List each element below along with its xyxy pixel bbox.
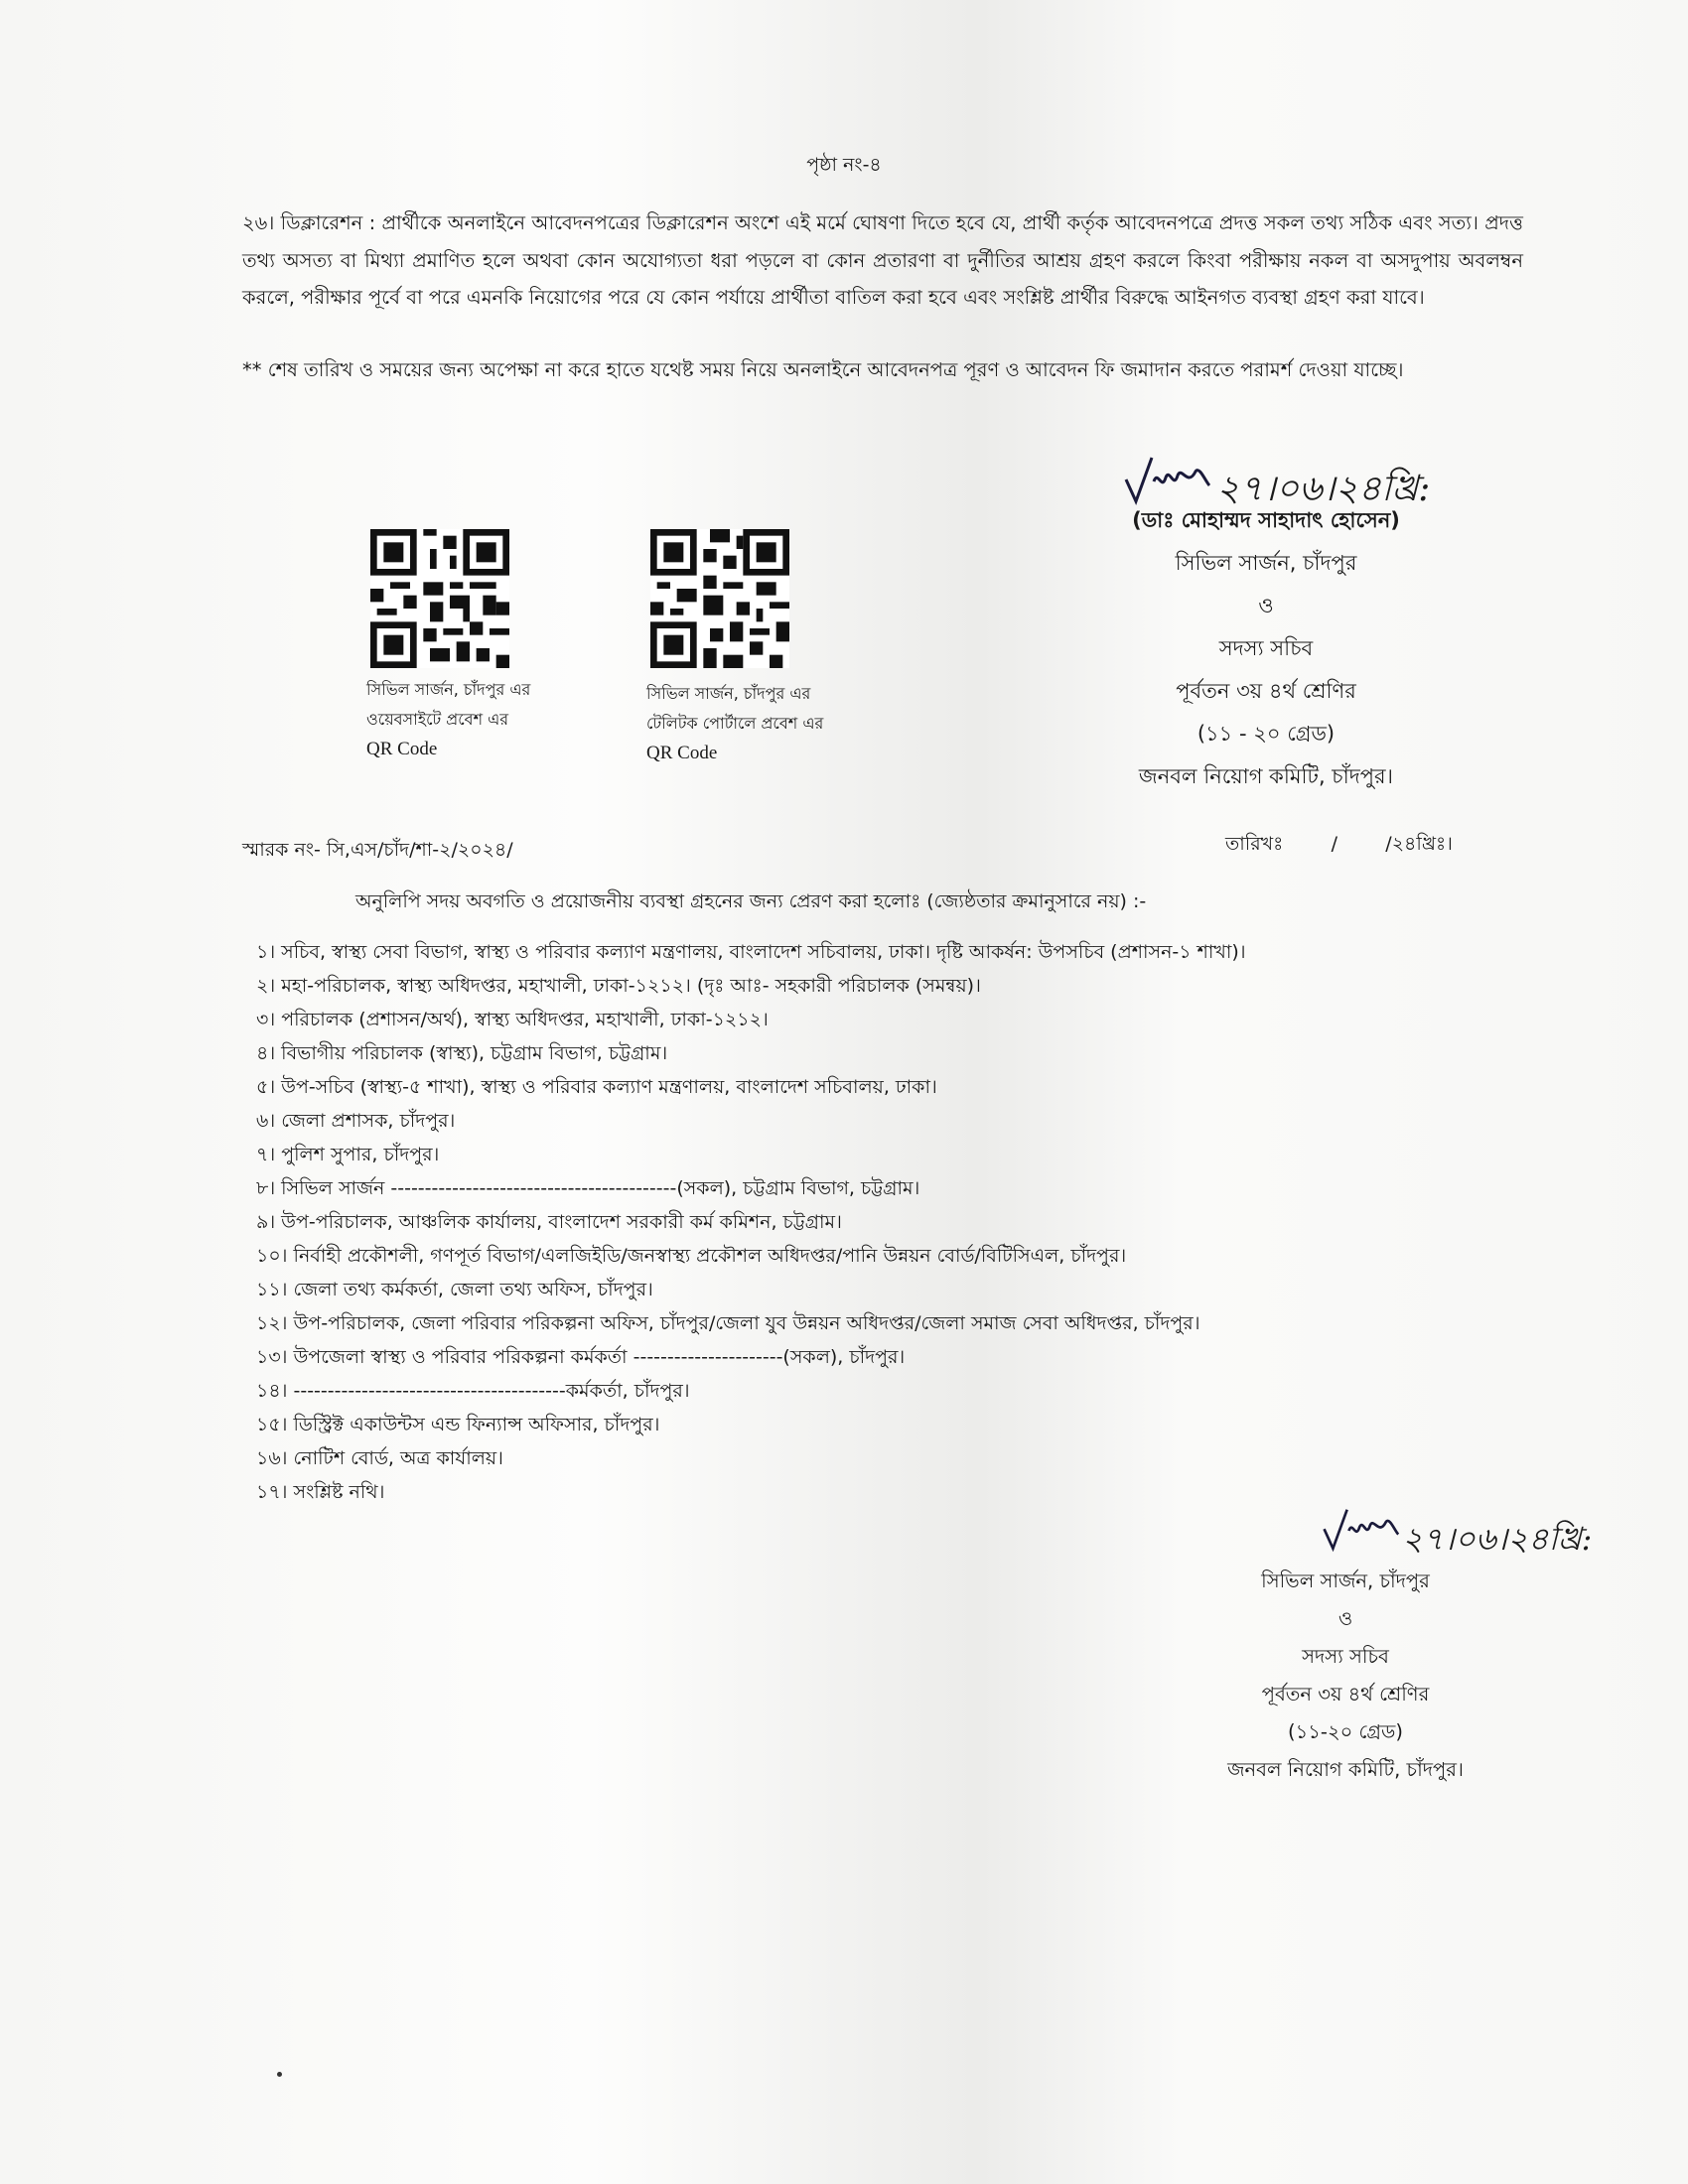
qr-caption-teletalk: [646, 679, 823, 768]
memo-reference: স্মারক নং- সি,এস/চাঁদ/শা-২/২০২৪/: [242, 839, 513, 861]
qr-caption-website: [366, 675, 530, 764]
qr-caption-line: ওয়েবসাইটে প্রবেশ এর: [366, 710, 509, 729]
signature-bottom-text: [1196, 1563, 1494, 1789]
signatory-designation: সিভিল সার্জন, চাঁদপুর: [1175, 551, 1357, 575]
copy-intro: অনুলিপি সদয় অবগতি ও প্রয়োজনীয় ব্যবস্থা গ্রহনের জন্য প্রেরণ করা হলোঃ (জ্যেষ্ঠতার ক্রমানুসারে নয়) :-: [355, 890, 1147, 912]
signatory-grade: (১১-২০ গ্রেড): [1288, 1720, 1403, 1743]
qr-caption-line: সিভিল সার্জন, চাঁদপুর এর: [366, 680, 531, 699]
qr-code-icon: [650, 529, 789, 668]
signatory-name: (ডাঃ মোহাম্মদ সাহাদাৎ হোসেন): [1132, 508, 1400, 532]
list-item: ১৪। ----------------------------------------কর্মকর্তা, চাঁদপুর।: [256, 1380, 690, 1402]
signatory-designation: সিভিল সার্জন, চাঁদপুর: [1261, 1570, 1430, 1592]
signatory-conjunction: ও: [1258, 594, 1274, 617]
list-item: ৪। বিভাগীয় পরিচালক (স্বাস্থ্য), চট্টগ্রাম বিভাগ, চট্টগ্রাম।: [256, 1042, 668, 1064]
page-number: পৃষ্ঠা নং-৪: [806, 154, 882, 176]
list-item: ১৭। সংশ্লিষ্ট নথি।: [256, 1481, 385, 1503]
list-item: ১৩। উপজেলা স্বাস্থ্য ও পরিবার পরিকল্পনা কর্মকর্তা ----------------------(সকল), চাঁদপুর।: [256, 1346, 906, 1368]
memo-date: তারিখঃ / /২৪খ্রিঃ।: [1225, 833, 1453, 855]
qr-code-icon: [370, 529, 509, 668]
signatory-committee: জনবল নিয়োগ কমিটি, চাঁদপুর।: [1138, 764, 1394, 788]
list-item: ২। মহা-পরিচালক, স্বাস্থ্য অধিদপ্তর, মহাখালী, ঢাকা-১২১২। (দৃঃ আঃ- সহকারী পরিচালক (সমন্বয়)।: [256, 975, 981, 997]
signatory-grade: (১১ - ২০ গ্রেড): [1196, 722, 1336, 746]
list-item: ১১। জেলা তথ্য কর্মকর্তা, জেলা তথ্য অফিস, চাঁদপুর।: [256, 1279, 653, 1300]
list-item: ৭। পুলিশ সুপার, চাঁদপুর।: [256, 1144, 440, 1165]
qr-caption-label: QR Code: [646, 743, 718, 763]
qr-caption-line: টেলিটক পোর্টালে প্রবেশ এর: [646, 714, 824, 733]
list-item: ৮। সিভিল সার্জন ------------------------------------------(সকল), চট্টগ্রাম বিভাগ, চট্টগ্রাম।: [256, 1177, 920, 1199]
signatory-role: সদস্য সচিব: [1302, 1645, 1389, 1668]
qr-code-teletalk[interactable]: [650, 529, 789, 672]
scan-mark: [277, 2072, 282, 2077]
list-item: ১০। নির্বাহী প্রকৌশলী, গণপূর্ত বিভাগ/এলজিইডি/জনস্বাস্থ্য প্রকৌশল অধিদপ্তর/পানি উন্নয়ন বোর্ড/বিটিসিএল, চাঁদপুর।: [256, 1245, 1127, 1267]
signature-top-date: ২৭।০৬।২৪খ্রি:: [1216, 469, 1431, 509]
qr-code-website[interactable]: [370, 529, 509, 672]
qr-caption-line: সিভিল সার্জন, চাঁদপুর এর: [646, 684, 811, 703]
declaration-paragraph: ২৬। ডিক্লারেশন : প্রার্থীকে অনলাইনে আবেদনপত্রের ডিক্লারেশন অংশে এই মর্মে ঘোষণা দিতে হবে যে, প্রার্থী কর্তৃক আবেদনপত্রে প্রদত্ত সকল তথ্য সঠিক এবং সত্য। প্রদত্ত তথ্য অসত্য বা মিথ্যা প্রমাণিত হলে অথবা কোন অযোগ্যতা ধরা পড়লে বা কোন প্রতারণা বা দুর্নীতির আশ্রয় গ্রহণ করলে কিংবা পরীক্ষায় নকল বা অসদুপায় অবলম্বন করলে, পরীক্ষার পূর্বে বা পরে এমনকি নিয়োগের পরে যে কোন পর্যায়ে প্রার্থীতা বাতিল করা হবে এবং সংশ্লিষ্ট প্রার্থীর বিরুদ্ধে আইনগত ব্যবস্থা গ্রহণ করা যাবে।: [242, 211, 1523, 309]
list-item: ১৬। নোটিশ বোর্ড, অত্র কার্যালয়।: [256, 1447, 503, 1469]
signatory-class: পূর্বতন ৩য় ৪র্থ শ্রেণির: [1176, 679, 1356, 703]
signatory-conjunction: ও: [1337, 1607, 1353, 1630]
list-item: ৫। উপ-সচিব (স্বাস্থ্য-৫ শাখা), স্বাস্থ্য ও পরিবার কল্যাণ মন্ত্রণালয়, বাংলাদেশ সচিবালয়, ঢাকা।: [256, 1076, 937, 1098]
qr-caption-label: QR Code: [366, 739, 438, 759]
list-item: ১২। উপ-পরিচালক, জেলা পরিবার পরিকল্পনা অফিস, চাঁদপুর/জেলা যুব উন্নয়ন অধিদপ্তর/জেলা সমাজ সেবা অধিদপ্তর, চাঁদপুর।: [256, 1312, 1200, 1334]
signatory-class: পূর্বতন ৩য় ৪র্থ শ্রেণির: [1261, 1683, 1430, 1706]
list-item: ৯। উপ-পরিচালক, আঞ্চলিক কার্যালয়, বাংলাদেশ সরকারী কর্ম কমিশন, চট্টগ্রাম।: [256, 1211, 842, 1233]
signatory-committee: জনবল নিয়োগ কমিটি, চাঁদপুর।: [1227, 1758, 1464, 1781]
list-item: ১৫। ডিস্ট্রিক্ট একাউন্টস এন্ড ফিন্যান্স অফিসার, চাঁদপুর।: [256, 1414, 660, 1435]
list-item: ৬। জেলা প্রশাসক, চাঁদপুর।: [256, 1110, 456, 1132]
list-item: ৩। পরিচালক (প্রশাসন/অর্থ), স্বাস্থ্য অধিদপ্তর, মহাখালী, ঢাকা-১২১২।: [256, 1009, 769, 1030]
list-item: ১। সচিব, স্বাস্থ্য সেবা বিভাগ, স্বাস্থ্য ও পরিবার কল্যাণ মন্ত্রণালয়, বাংলাদেশ সচিবালয়, ঢাকা। দৃষ্টি আকর্ষন: উপসচিব (প্রশাসন-১ শাখা)।: [256, 941, 1246, 963]
signature-top-text: [1087, 499, 1445, 798]
signature-bottom-date: ২৭।০৬।২৪খ্রি:: [1402, 1520, 1593, 1558]
signatory-role: সদস্য সচিব: [1218, 636, 1314, 660]
signature-bottom: [1321, 1504, 1400, 1562]
handwritten-signature-icon: [1321, 1504, 1400, 1558]
advice-paragraph: ** শেষ তারিখ ও সময়ের জন্য অপেক্ষা না করে হাতে যথেষ্ট সময় নিয়ে অনলাইনে আবেদনপত্র পূরণ ও আবেদন ফি জমাদান করতে পরামর্শ দেওয়া যাচ্ছে।: [242, 358, 1404, 381]
